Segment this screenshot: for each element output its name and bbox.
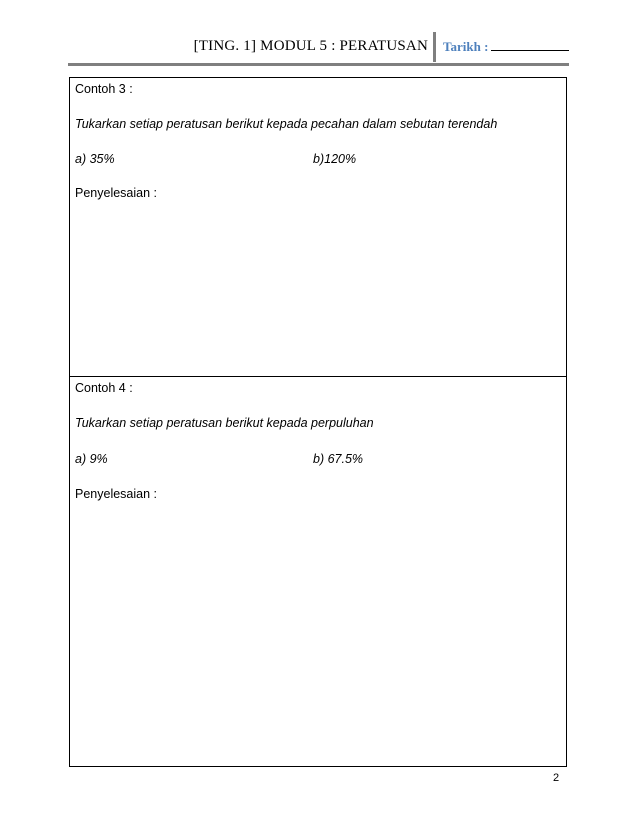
contoh-4-box: [69, 376, 567, 767]
page-number: 2: [553, 772, 560, 784]
contoh-3-box: [69, 77, 567, 377]
contoh-4-heading: Contoh 4 :: [75, 381, 133, 395]
contoh-3-option-a: a) 35%: [75, 152, 115, 166]
header-title: [TING. 1] MODUL 5 : PERATUSAN: [193, 38, 428, 54]
page-header: [0, 28, 638, 68]
contoh-3-instruction: Tukarkan setiap peratusan berikut kepada pecahan dalam sebutan terendah: [75, 117, 498, 131]
contoh-4-option-a: a) 9%: [75, 452, 108, 466]
contoh-4-instruction: Tukarkan setiap peratusan berikut kepada perpuluhan: [75, 416, 374, 430]
contoh-3-heading: Contoh 3 :: [75, 82, 133, 96]
contoh-4-solution-label: Penyelesaian :: [75, 487, 158, 501]
date-label: Tarikh :: [443, 39, 489, 54]
contoh-3-option-b: b)120%: [313, 152, 357, 166]
date-blank-line[interactable]: [491, 38, 569, 51]
header-divider: [433, 32, 436, 62]
contoh-3-solution-label: Penyelesaian :: [75, 186, 158, 200]
header-rule: [68, 63, 569, 66]
contoh-4-option-b: b) 67.5%: [313, 452, 364, 466]
date-field: [443, 38, 569, 55]
